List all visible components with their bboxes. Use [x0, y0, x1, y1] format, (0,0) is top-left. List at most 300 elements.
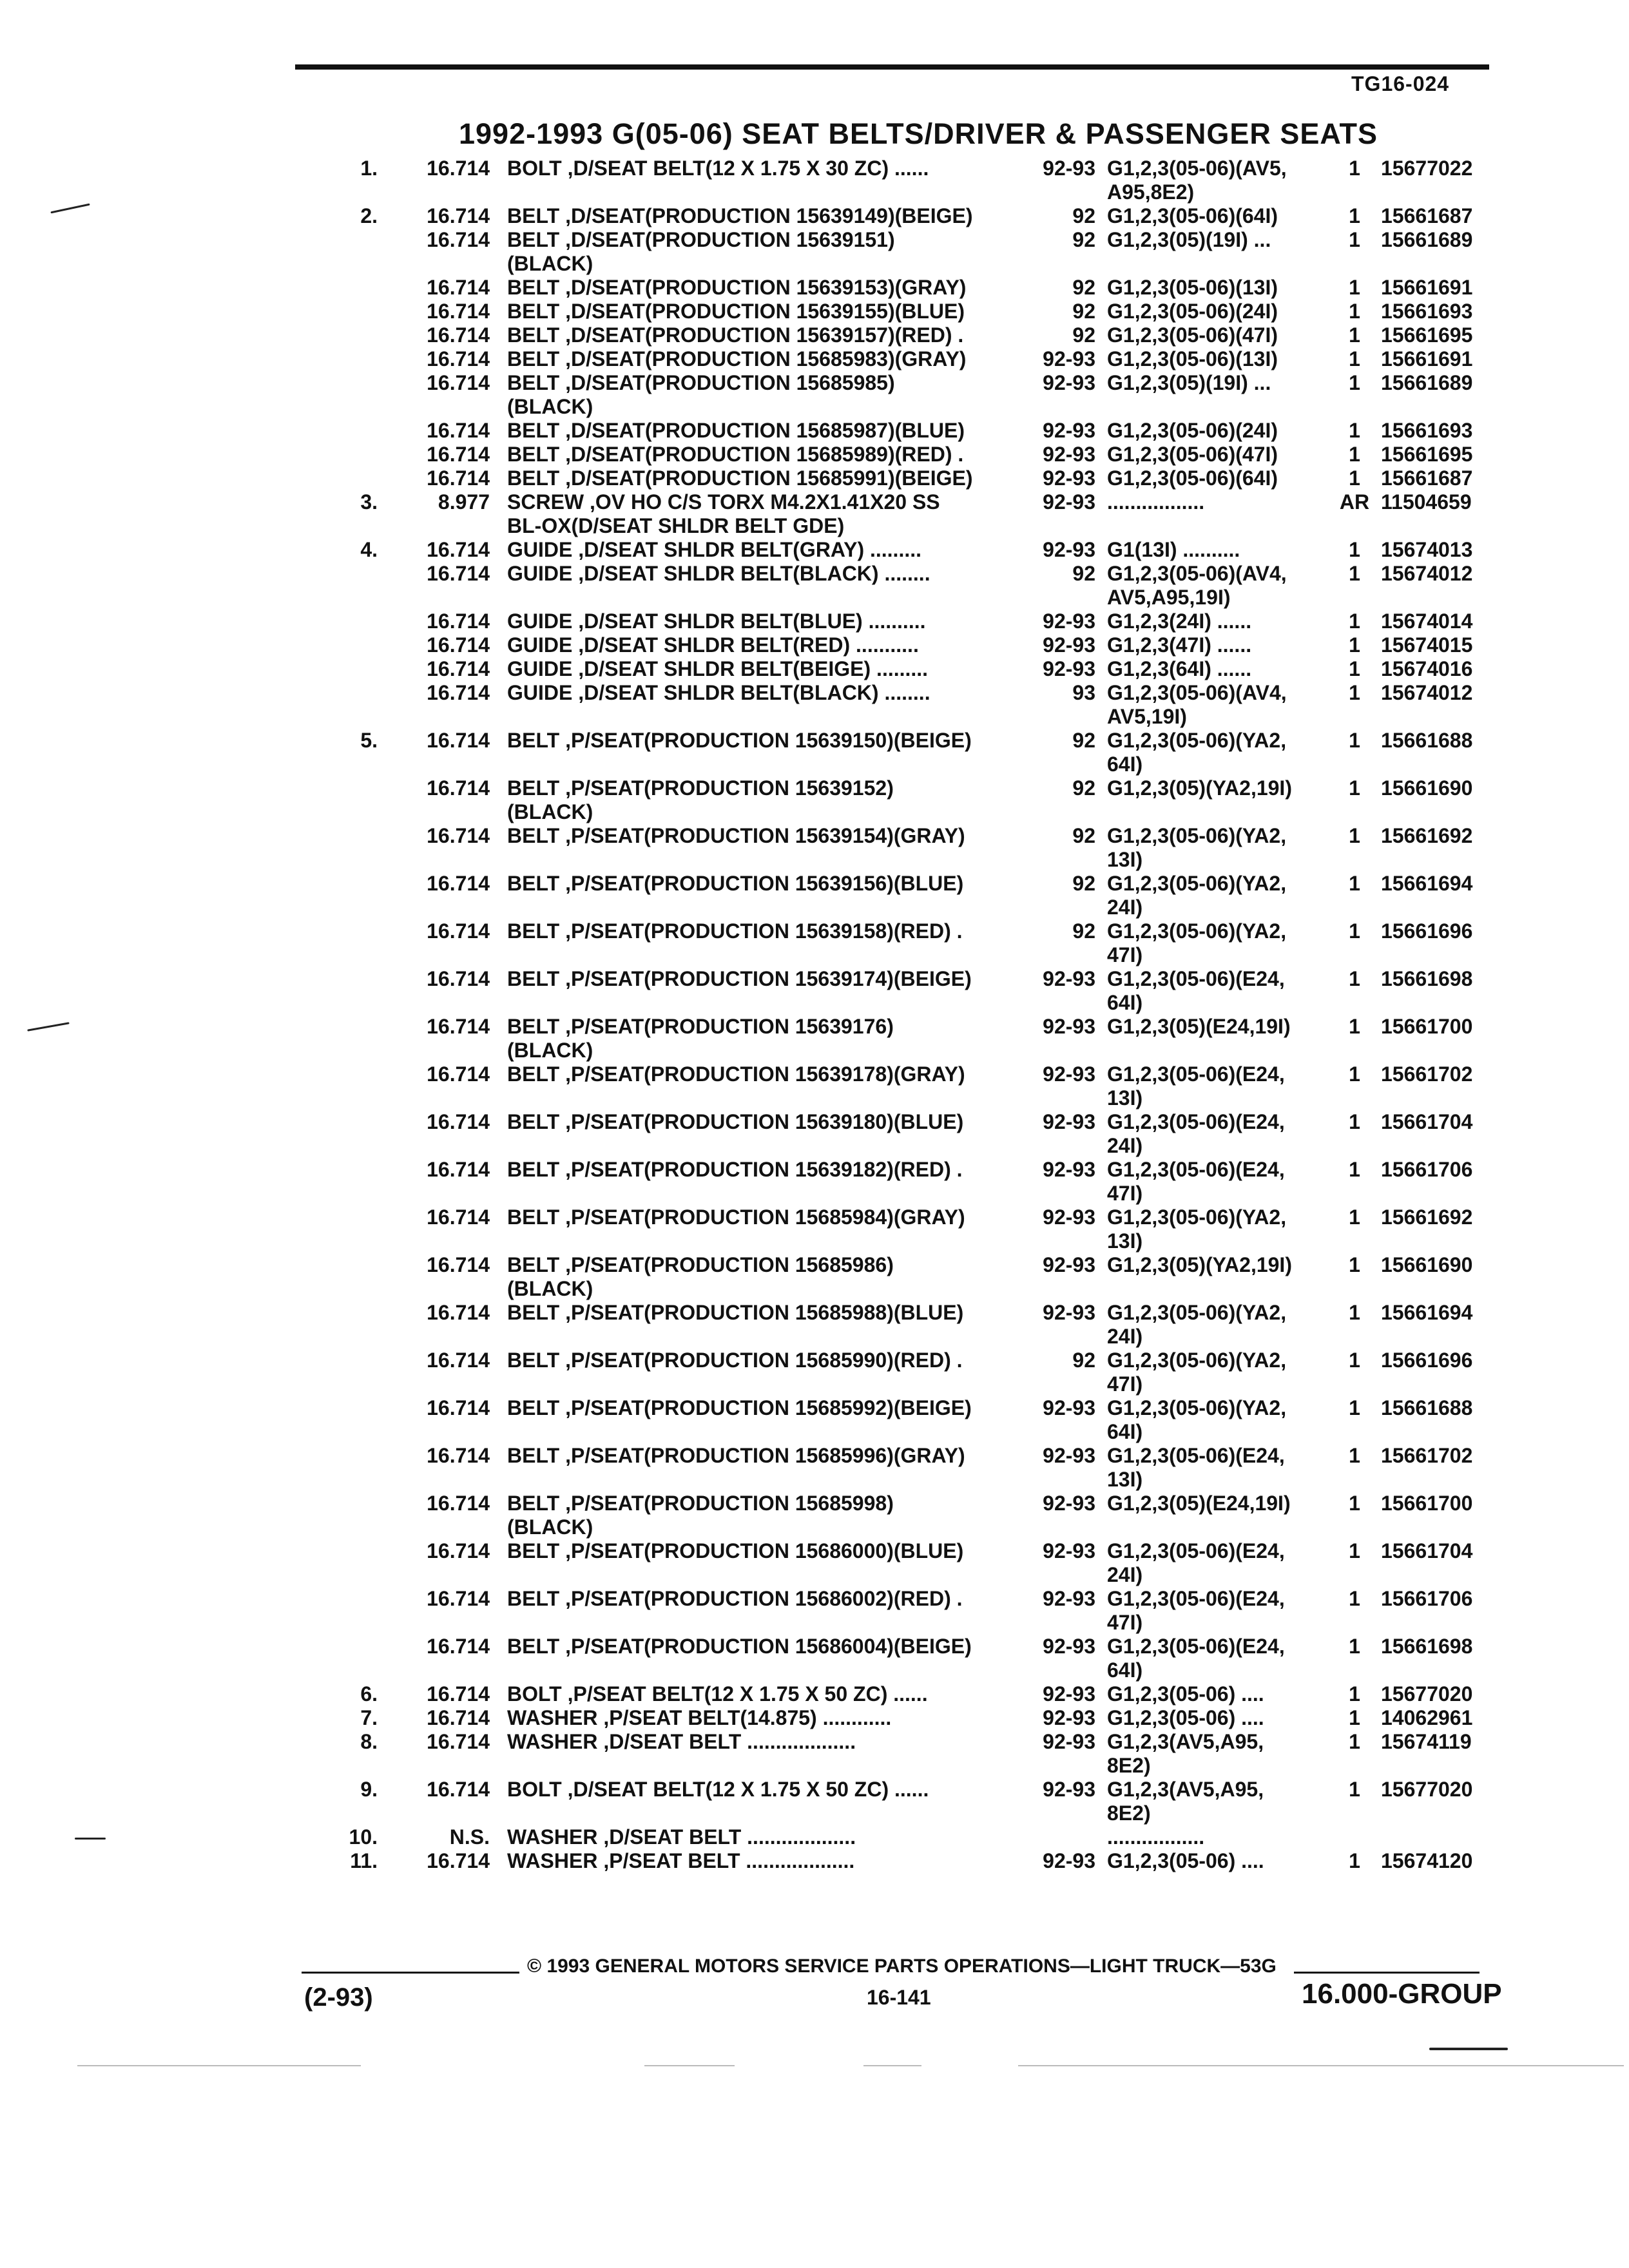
description-continued: BL-OX(D/SEAT SHLDR BELT GDE) [507, 514, 845, 537]
group-number: 16.714 [427, 1158, 490, 1181]
description: BELT ,D/SEAT(PRODUCTION 15639149)(BEIGE) [507, 204, 973, 227]
part-number: 15661706 [1381, 1158, 1473, 1181]
item-number: 9. [360, 1778, 378, 1801]
part-number: 15661698 [1381, 967, 1473, 990]
quantity: 1 [1349, 1587, 1360, 1610]
group-number: 16.714 [427, 228, 490, 251]
scan-line [644, 2065, 735, 2066]
scan-line [1018, 2065, 1624, 2066]
model-year: 92-93 [1043, 1492, 1095, 1515]
table-row [0, 681, 1629, 729]
table-row [0, 1492, 1629, 1539]
quantity: 1 [1349, 872, 1360, 895]
model-year: 92-93 [1043, 443, 1095, 466]
description: BELT ,P/SEAT(PRODUCTION 15639156)(BLUE) [507, 872, 964, 895]
table-row [0, 538, 1629, 562]
usage-code: G1,2,3(05-06) .... [1107, 1849, 1264, 1872]
description: BELT ,P/SEAT(PRODUCTION 15639152) [507, 776, 894, 800]
group-number: 16.714 [427, 347, 490, 370]
part-number: 15661700 [1381, 1015, 1473, 1038]
table-row [0, 1206, 1629, 1253]
quantity: 1 [1349, 1849, 1360, 1872]
model-year: 92-93 [1043, 1110, 1095, 1133]
group-number: 16.714 [427, 824, 490, 847]
quantity: 1 [1349, 538, 1360, 561]
part-number: 15674015 [1381, 633, 1473, 657]
usage-continued: 8E2) [1107, 1754, 1151, 1777]
quantity: 1 [1349, 824, 1360, 847]
table-row [0, 824, 1629, 872]
usage-code: G1,2,3(05)(E24,19I) [1107, 1015, 1291, 1038]
table-row [0, 657, 1629, 681]
table-row [0, 490, 1629, 538]
model-year: 92-93 [1043, 1587, 1095, 1610]
quantity: AR [1339, 490, 1370, 514]
usage-code: ................. [1107, 490, 1205, 514]
usage-code: G1,2,3(05-06)(E24, [1107, 1635, 1285, 1658]
table-row [0, 1062, 1629, 1110]
usage-code: G1,2,3(05-06)(AV4, [1107, 681, 1287, 704]
description: WASHER ,P/SEAT BELT ................... [507, 1849, 855, 1872]
item-number: 1. [360, 157, 378, 180]
table-row [0, 1825, 1629, 1849]
part-number: 15661688 [1381, 729, 1473, 752]
group-number: 16.714 [427, 1778, 490, 1801]
model-year: 92 [1072, 323, 1095, 347]
table-row [0, 228, 1629, 276]
group-number: 16.714 [427, 419, 490, 442]
description: SCREW ,OV HO C/S TORX M4.2X1.41X20 SS [507, 490, 940, 514]
table-row [0, 1778, 1629, 1825]
table-row [0, 1444, 1629, 1492]
table-row [0, 1635, 1629, 1682]
quantity: 1 [1349, 1110, 1360, 1133]
table-row [0, 443, 1629, 466]
description: GUIDE ,D/SEAT SHLDR BELT(BEIGE) ......... [507, 657, 929, 680]
part-number: 15674120 [1381, 1849, 1473, 1872]
usage-code: G1,2,3(AV5,A95, [1107, 1730, 1264, 1753]
item-number: 11. [350, 1849, 378, 1872]
model-year: 92 [1072, 872, 1095, 895]
page-number: 16-141 [867, 1986, 931, 2009]
model-year: 92-93 [1043, 967, 1095, 990]
usage-code: G1,2,3(05-06)(64I) [1107, 466, 1278, 490]
table-row [0, 610, 1629, 633]
model-year: 92-93 [1043, 1730, 1095, 1753]
table-row [0, 1015, 1629, 1062]
item-number: 7. [360, 1706, 378, 1729]
usage-continued: AV5,19I) [1107, 705, 1187, 728]
part-number: 15677022 [1381, 157, 1473, 180]
description: GUIDE ,D/SEAT SHLDR BELT(GRAY) ......... [507, 538, 921, 561]
scan-line [863, 2065, 921, 2066]
usage-code: G1,2,3(05)(YA2,19I) [1107, 1253, 1292, 1276]
group-number: N.S. [449, 1825, 490, 1849]
model-year: 92 [1072, 228, 1095, 251]
usage-code: G1,2,3(05-06)(64I) [1107, 204, 1278, 227]
group-number: 16.714 [427, 633, 490, 657]
part-number: 15677020 [1381, 1778, 1473, 1801]
model-year: 92 [1072, 1349, 1095, 1372]
model-year: 92-93 [1043, 1444, 1095, 1467]
table-row [0, 371, 1629, 419]
model-year: 92-93 [1043, 1682, 1095, 1706]
quantity: 1 [1349, 419, 1360, 442]
group-number: 16.714 [427, 729, 490, 752]
page-title: 1992-1993 G(05-06) SEAT BELTS/DRIVER & PASSENGER SEATS [459, 117, 1378, 150]
part-number: 15674016 [1381, 657, 1473, 680]
model-year: 92-93 [1043, 371, 1095, 394]
quantity: 1 [1349, 1635, 1360, 1658]
usage-code: G1,2,3(05-06)(E24, [1107, 1158, 1285, 1181]
table-row [0, 562, 1629, 610]
model-year: 92-93 [1043, 1158, 1095, 1181]
part-number: 15661698 [1381, 1635, 1473, 1658]
usage-code: G1,2,3(05)(YA2,19I) [1107, 776, 1292, 800]
usage-code: G1,2,3(05-06)(24I) [1107, 300, 1278, 323]
table-row [0, 157, 1629, 204]
quantity: 1 [1349, 1706, 1360, 1729]
usage-code: G1,2,3(05-06)(YA2, [1107, 824, 1287, 847]
usage-code: ................. [1107, 1825, 1205, 1849]
usage-continued: 64I) [1107, 1420, 1143, 1443]
usage-continued: 47I) [1107, 1611, 1143, 1634]
group-number: 16.714 [427, 1349, 490, 1372]
usage-continued: 47I) [1107, 1372, 1143, 1396]
table-row [0, 1539, 1629, 1587]
table-row [0, 776, 1629, 824]
description: BELT ,P/SEAT(PRODUCTION 15639176) [507, 1015, 894, 1038]
usage-continued: AV5,A95,19I) [1107, 586, 1231, 609]
description: BOLT ,D/SEAT BELT(12 X 1.75 X 30 ZC) ...... [507, 157, 929, 180]
usage-code: G1,2,3(05-06)(13I) [1107, 276, 1278, 299]
model-year: 92 [1072, 276, 1095, 299]
group-number: 16.714 [427, 1015, 490, 1038]
usage-code: G1,2,3(05-06)(E24, [1107, 1587, 1285, 1610]
description: WASHER ,P/SEAT BELT(14.875) ............ [507, 1706, 892, 1729]
group-number: 16.714 [427, 157, 490, 180]
usage-code: G1(13I) .......... [1107, 538, 1240, 561]
description: BELT ,P/SEAT(PRODUCTION 15639154)(GRAY) [507, 824, 965, 847]
group-number: 16.714 [427, 538, 490, 561]
table-row [0, 276, 1629, 300]
model-year: 92-93 [1043, 633, 1095, 657]
quantity: 1 [1349, 1682, 1360, 1706]
table-row [0, 967, 1629, 1015]
usage-code: G1,2,3(05-06)(AV5, [1107, 157, 1287, 180]
model-year: 92-93 [1043, 1849, 1095, 1872]
part-number: 15661692 [1381, 824, 1473, 847]
description: BELT ,D/SEAT(PRODUCTION 15639157)(RED) . [507, 323, 964, 347]
description-continued: (BLACK) [507, 252, 593, 275]
part-number: 15661689 [1381, 228, 1473, 251]
quantity: 1 [1349, 657, 1360, 680]
table-row [0, 1587, 1629, 1635]
usage-code: G1,2,3(05-06)(E24, [1107, 967, 1285, 990]
group-number: 16.714 [427, 1253, 490, 1276]
copyright: © 1993 GENERAL MOTORS SERVICE PARTS OPERATIONS—LIGHT TRUCK—53G [527, 1956, 1277, 1977]
item-number: 3. [360, 490, 378, 514]
table-row [0, 1301, 1629, 1349]
table-row [0, 419, 1629, 443]
usage-code: G1,2,3(05-06)(24I) [1107, 419, 1278, 442]
quantity: 1 [1349, 1349, 1360, 1372]
part-number: 15661702 [1381, 1062, 1473, 1086]
part-number: 15661692 [1381, 1206, 1473, 1229]
part-number: 15661706 [1381, 1587, 1473, 1610]
description: BELT ,P/SEAT(PRODUCTION 15685986) [507, 1253, 894, 1276]
part-number: 15661693 [1381, 419, 1473, 442]
part-number: 15661700 [1381, 1492, 1473, 1515]
group-number: 16.714 [427, 1849, 490, 1872]
quantity: 1 [1349, 633, 1360, 657]
part-number: 15661689 [1381, 371, 1473, 394]
quantity: 1 [1349, 228, 1360, 251]
description-continued: (BLACK) [507, 800, 593, 823]
quantity: 1 [1349, 919, 1360, 943]
group-number: 16.714 [427, 466, 490, 490]
table-row [0, 1730, 1629, 1778]
group-number: 16.714 [427, 1682, 490, 1706]
description: BELT ,P/SEAT(PRODUCTION 15639182)(RED) . [507, 1158, 963, 1181]
quantity: 1 [1349, 276, 1360, 299]
description: BELT ,P/SEAT(PRODUCTION 15686000)(BLUE) [507, 1539, 964, 1562]
table-row [0, 1396, 1629, 1444]
quantity: 1 [1349, 347, 1360, 370]
quantity: 1 [1349, 610, 1360, 633]
part-number: 15674014 [1381, 610, 1473, 633]
group-number: 16.714 [427, 657, 490, 680]
group-number: 16.714 [427, 1587, 490, 1610]
table-row [0, 729, 1629, 776]
part-number: 15661702 [1381, 1444, 1473, 1467]
description: GUIDE ,D/SEAT SHLDR BELT(BLACK) ........ [507, 681, 930, 704]
description: GUIDE ,D/SEAT SHLDR BELT(BLUE) .......... [507, 610, 926, 633]
model-year: 92 [1072, 300, 1095, 323]
group-number: 16.714 [427, 1539, 490, 1562]
table-row [0, 1849, 1629, 1873]
model-year: 92 [1072, 729, 1095, 752]
quantity: 1 [1349, 1778, 1360, 1801]
item-number: 4. [360, 538, 378, 561]
footer-rule-right [1294, 1972, 1480, 1974]
group-number: 16.714 [427, 300, 490, 323]
usage-continued: 13I) [1107, 1229, 1143, 1253]
usage-code: G1,2,3(05-06)(E24, [1107, 1539, 1285, 1562]
description: BELT ,D/SEAT(PRODUCTION 15639153)(GRAY) [507, 276, 967, 299]
part-number: 14062961 [1381, 1706, 1473, 1729]
part-number: 15674119 [1381, 1730, 1472, 1753]
quantity: 1 [1349, 1444, 1360, 1467]
usage-code: G1,2,3(05-06)(E24, [1107, 1062, 1285, 1086]
quantity: 1 [1349, 776, 1360, 800]
description: BELT ,P/SEAT(PRODUCTION 15686002)(RED) . [507, 1587, 963, 1610]
description: BELT ,P/SEAT(PRODUCTION 15685984)(GRAY) [507, 1206, 965, 1229]
usage-code: G1,2,3(05-06)(E24, [1107, 1110, 1285, 1133]
group-number: 16.714 [427, 776, 490, 800]
usage-code: G1,2,3(05-06)(YA2, [1107, 1396, 1287, 1419]
usage-code: G1,2,3(05)(19I) ... [1107, 228, 1271, 251]
description: GUIDE ,D/SEAT SHLDR BELT(BLACK) ........ [507, 562, 930, 585]
part-number: 15661696 [1381, 1349, 1473, 1372]
model-year: 92 [1072, 204, 1095, 227]
quantity: 1 [1349, 443, 1360, 466]
usage-continued: 13I) [1107, 848, 1143, 871]
model-year: 92-93 [1043, 1778, 1095, 1801]
quantity: 1 [1349, 300, 1360, 323]
part-number: 15661695 [1381, 323, 1473, 347]
description: BELT ,P/SEAT(PRODUCTION 15639150)(BEIGE) [507, 729, 972, 752]
quantity: 1 [1349, 562, 1360, 585]
table-row [0, 300, 1629, 323]
usage-continued: 64I) [1107, 991, 1143, 1014]
model-year: 92 [1072, 824, 1095, 847]
quantity: 1 [1349, 1062, 1360, 1086]
margin-mark [1429, 2048, 1508, 2050]
model-year: 92-93 [1043, 1301, 1095, 1324]
model-year: 92-93 [1043, 1015, 1095, 1038]
group-number: 16.714 [427, 1206, 490, 1229]
margin-mark [75, 1838, 106, 1840]
usage-code: G1,2,3(05-06)(47I) [1107, 323, 1278, 347]
item-number: 10. [349, 1825, 378, 1849]
group-number: 16.714 [427, 204, 490, 227]
description: BELT ,P/SEAT(PRODUCTION 15685990)(RED) . [507, 1349, 963, 1372]
part-number: 15661704 [1381, 1110, 1473, 1133]
group-number: 16.714 [427, 1492, 490, 1515]
group-number: 16.714 [427, 1444, 490, 1467]
table-row [0, 872, 1629, 919]
description-continued: (BLACK) [507, 1039, 593, 1062]
quantity: 1 [1349, 323, 1360, 347]
part-number: 15661691 [1381, 347, 1473, 370]
usage-continued: 24I) [1107, 1134, 1143, 1157]
model-year: 92-93 [1043, 1253, 1095, 1276]
table-row [0, 1349, 1629, 1396]
table-row [0, 919, 1629, 967]
model-year: 92 [1072, 562, 1095, 585]
usage-continued: A95,8E2) [1107, 180, 1195, 204]
usage-code: G1,2,3(64I) ...... [1107, 657, 1252, 680]
part-number: 15661688 [1381, 1396, 1473, 1419]
description: BELT ,P/SEAT(PRODUCTION 15639174)(BEIGE) [507, 967, 972, 990]
description: BELT ,P/SEAT(PRODUCTION 15639158)(RED) . [507, 919, 963, 943]
quantity: 1 [1349, 1301, 1360, 1324]
group-number: 16.714 [427, 276, 490, 299]
group-number: 16.714 [427, 1706, 490, 1729]
item-number: 6. [360, 1682, 378, 1706]
usage-code: G1,2,3(05-06)(E24, [1107, 1444, 1285, 1467]
part-number: 15674013 [1381, 538, 1473, 561]
item-number: 2. [360, 204, 378, 227]
group-number: 16.714 [427, 1062, 490, 1086]
description: BELT ,P/SEAT(PRODUCTION 15685988)(BLUE) [507, 1301, 964, 1324]
parts-list [0, 157, 1629, 1873]
group-number: 16.714 [427, 371, 490, 394]
model-year: 92-93 [1043, 1206, 1095, 1229]
group-number: 16.714 [427, 1730, 490, 1753]
part-number: 15661690 [1381, 776, 1473, 800]
usage-code: G1,2,3(AV5,A95, [1107, 1778, 1264, 1801]
model-year: 92-93 [1043, 1396, 1095, 1419]
description: BELT ,D/SEAT(PRODUCTION 15685985) [507, 371, 895, 394]
model-year: 92-93 [1043, 1635, 1095, 1658]
usage-code: G1,2,3(05-06)(YA2, [1107, 729, 1287, 752]
part-number: 15661691 [1381, 276, 1473, 299]
model-year: 92-93 [1043, 657, 1095, 680]
group-number: 16.714 [427, 610, 490, 633]
group-number: 16.714 [427, 967, 490, 990]
description: BELT ,P/SEAT(PRODUCTION 15639180)(BLUE) [507, 1110, 964, 1133]
model-year: 92-93 [1043, 419, 1095, 442]
group-number: 16.714 [427, 919, 490, 943]
table-row [0, 347, 1629, 371]
table-row [0, 1706, 1629, 1730]
group-number: 16.714 [427, 443, 490, 466]
quantity: 1 [1349, 729, 1360, 752]
usage-continued: 64I) [1107, 1658, 1143, 1682]
part-number: 15661690 [1381, 1253, 1473, 1276]
part-number: 11504659 [1381, 490, 1472, 514]
description: BELT ,D/SEAT(PRODUCTION 15685989)(RED) . [507, 443, 964, 466]
description: BELT ,D/SEAT(PRODUCTION 15685991)(BEIGE) [507, 466, 973, 490]
model-year: 92-93 [1043, 610, 1095, 633]
usage-code: G1,2,3(05-06)(YA2, [1107, 1206, 1287, 1229]
scan-line [77, 2065, 361, 2066]
quantity: 1 [1349, 1730, 1360, 1753]
usage-code: G1,2,3(05-06)(47I) [1107, 443, 1278, 466]
usage-code: G1,2,3(05-06)(YA2, [1107, 872, 1287, 895]
quantity: 1 [1349, 1206, 1360, 1229]
part-number: 15661693 [1381, 300, 1473, 323]
quantity: 1 [1349, 681, 1360, 704]
item-number: 5. [360, 729, 378, 752]
quantity: 1 [1349, 466, 1360, 490]
model-year: 93 [1072, 681, 1095, 704]
model-year: 92-93 [1043, 466, 1095, 490]
usage-code: G1,2,3(47I) ...... [1107, 633, 1252, 657]
group-number: 16.714 [427, 1110, 490, 1133]
quantity: 1 [1349, 1253, 1360, 1276]
usage-continued: 64I) [1107, 753, 1143, 776]
usage-continued: 24I) [1107, 896, 1143, 919]
part-number: 15661687 [1381, 204, 1473, 227]
usage-continued: 24I) [1107, 1563, 1143, 1586]
table-row [0, 204, 1629, 228]
model-year: 92-93 [1043, 1062, 1095, 1086]
model-year: 92-93 [1043, 347, 1095, 370]
model-year: 92-93 [1043, 490, 1095, 514]
group-number: 8.977 [438, 490, 490, 514]
usage-code: G1,2,3(05-06)(YA2, [1107, 1301, 1287, 1324]
usage-code: G1,2,3(05-06)(AV4, [1107, 562, 1287, 585]
group-number: 16.714 [427, 1635, 490, 1658]
usage-code: G1,2,3(05-06) .... [1107, 1682, 1264, 1706]
table-row [0, 1682, 1629, 1706]
quantity: 1 [1349, 1492, 1360, 1515]
quantity: 1 [1349, 157, 1360, 180]
description-continued: (BLACK) [507, 395, 593, 418]
group-label: 16.000-GROUP [1302, 1978, 1502, 2010]
description: WASHER ,D/SEAT BELT ................... [507, 1825, 856, 1849]
group-number: 16.714 [427, 323, 490, 347]
quantity: 1 [1349, 204, 1360, 227]
usage-code: G1,2,3(05-06)(YA2, [1107, 1349, 1287, 1372]
description: GUIDE ,D/SEAT SHLDR BELT(RED) ........... [507, 633, 919, 657]
part-number: 15674012 [1381, 681, 1473, 704]
reference-code: TG16-024 [1351, 72, 1450, 95]
part-number: 15661694 [1381, 872, 1473, 895]
